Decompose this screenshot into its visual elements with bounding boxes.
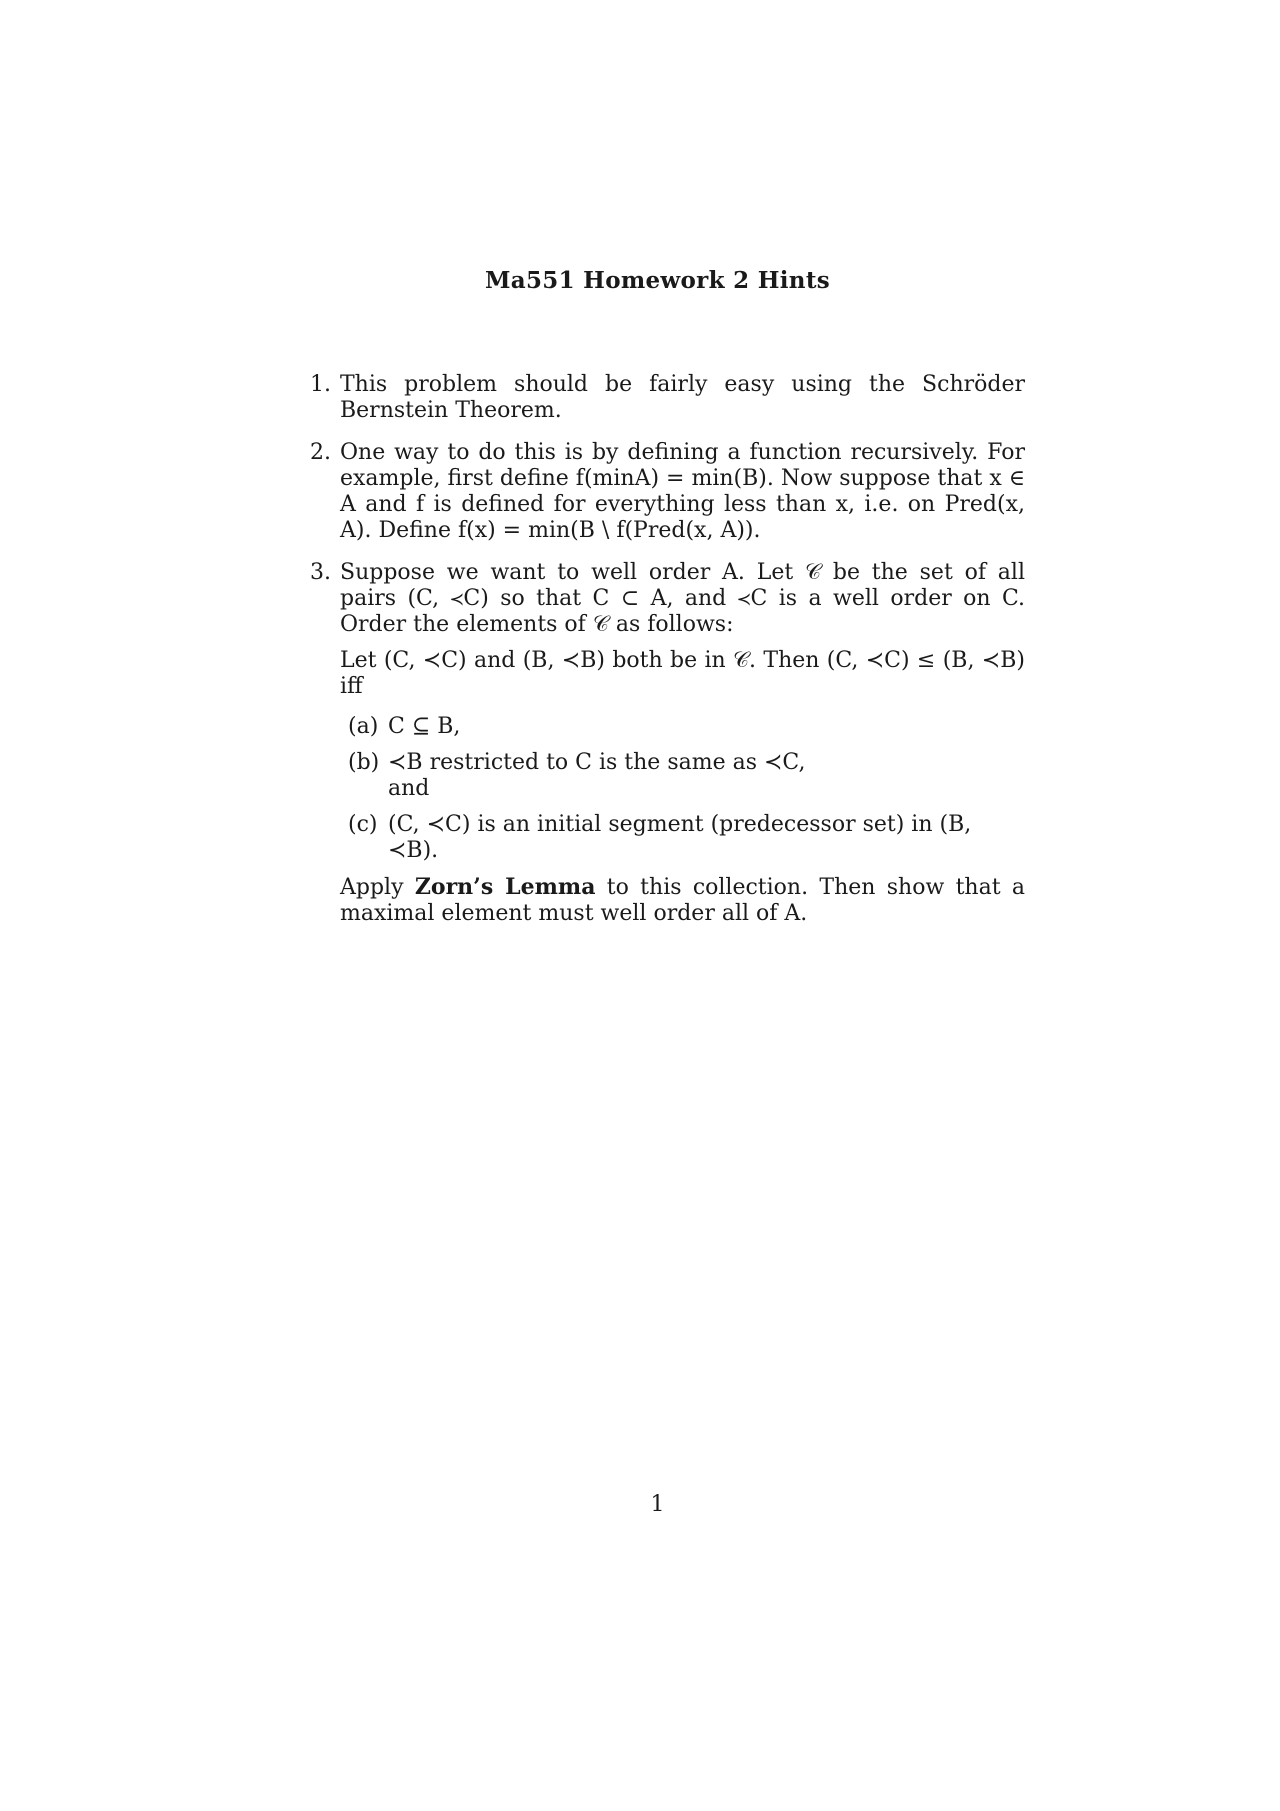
hint-condition: Let (C, ≺C) and (B, ≺B) both be in 𝒞. Then (C, ≺C) ≤ (B, ≺B) iff [340,648,1025,699]
hint-item-3 [310,560,1025,927]
hints-list [310,372,1026,943]
condition-item-a [348,714,1025,740]
hint-number: 1. [310,372,331,397]
hint-item-1 [310,372,1025,424]
hint-conclusion [340,874,1025,927]
condition-item-b [348,750,1025,802]
condition-and: and [388,776,430,801]
page-number: 1 [650,1492,665,1517]
condition-label: (b) [348,750,380,775]
condition-text: (C, ≺C) is an initial segment (predecessor set) in (B, ≺B). [388,812,972,863]
condition-text: ≺B restricted to C is the same as ≺C, [388,750,806,775]
hint-text: This problem should be fairly easy using the Schröder Bernstein Theorem. [340,372,1025,423]
condition-label: (c) [348,812,378,837]
condition-list [348,714,1025,864]
document-title: Ma551 Homework 2 Hints [485,267,830,294]
hint-item-2 [310,440,1026,544]
hint-number: 2. [310,440,331,465]
conclusion-after: to this collection. Then show that a maximal element must well order all of A. [340,875,1025,926]
conclusion-before: Apply [340,875,404,900]
hint-intro: Suppose we want to well order A. Let 𝒞 be the set of all pairs (C, ≺C) so that C ⊂ A, and ≺C is a well order on C. Order the elements of 𝒞 as follows: [340,560,1025,637]
zorns-lemma: Zorn’s Lemma [414,874,596,900]
condition-text: C ⊆ B, [388,714,461,739]
condition-item-c [348,812,1025,864]
hint-number: 3. [310,560,331,585]
hint-text: One way to do this is by defining a function recursively. For example, first define f(minA) = min(B). Now suppose that x ∈ A and f is defined for everything less than x, i.e. on Pred(x, A). Define f(x) = min(B \ f(Pred(x, A)). [340,440,1026,543]
condition-label: (a) [348,714,379,739]
